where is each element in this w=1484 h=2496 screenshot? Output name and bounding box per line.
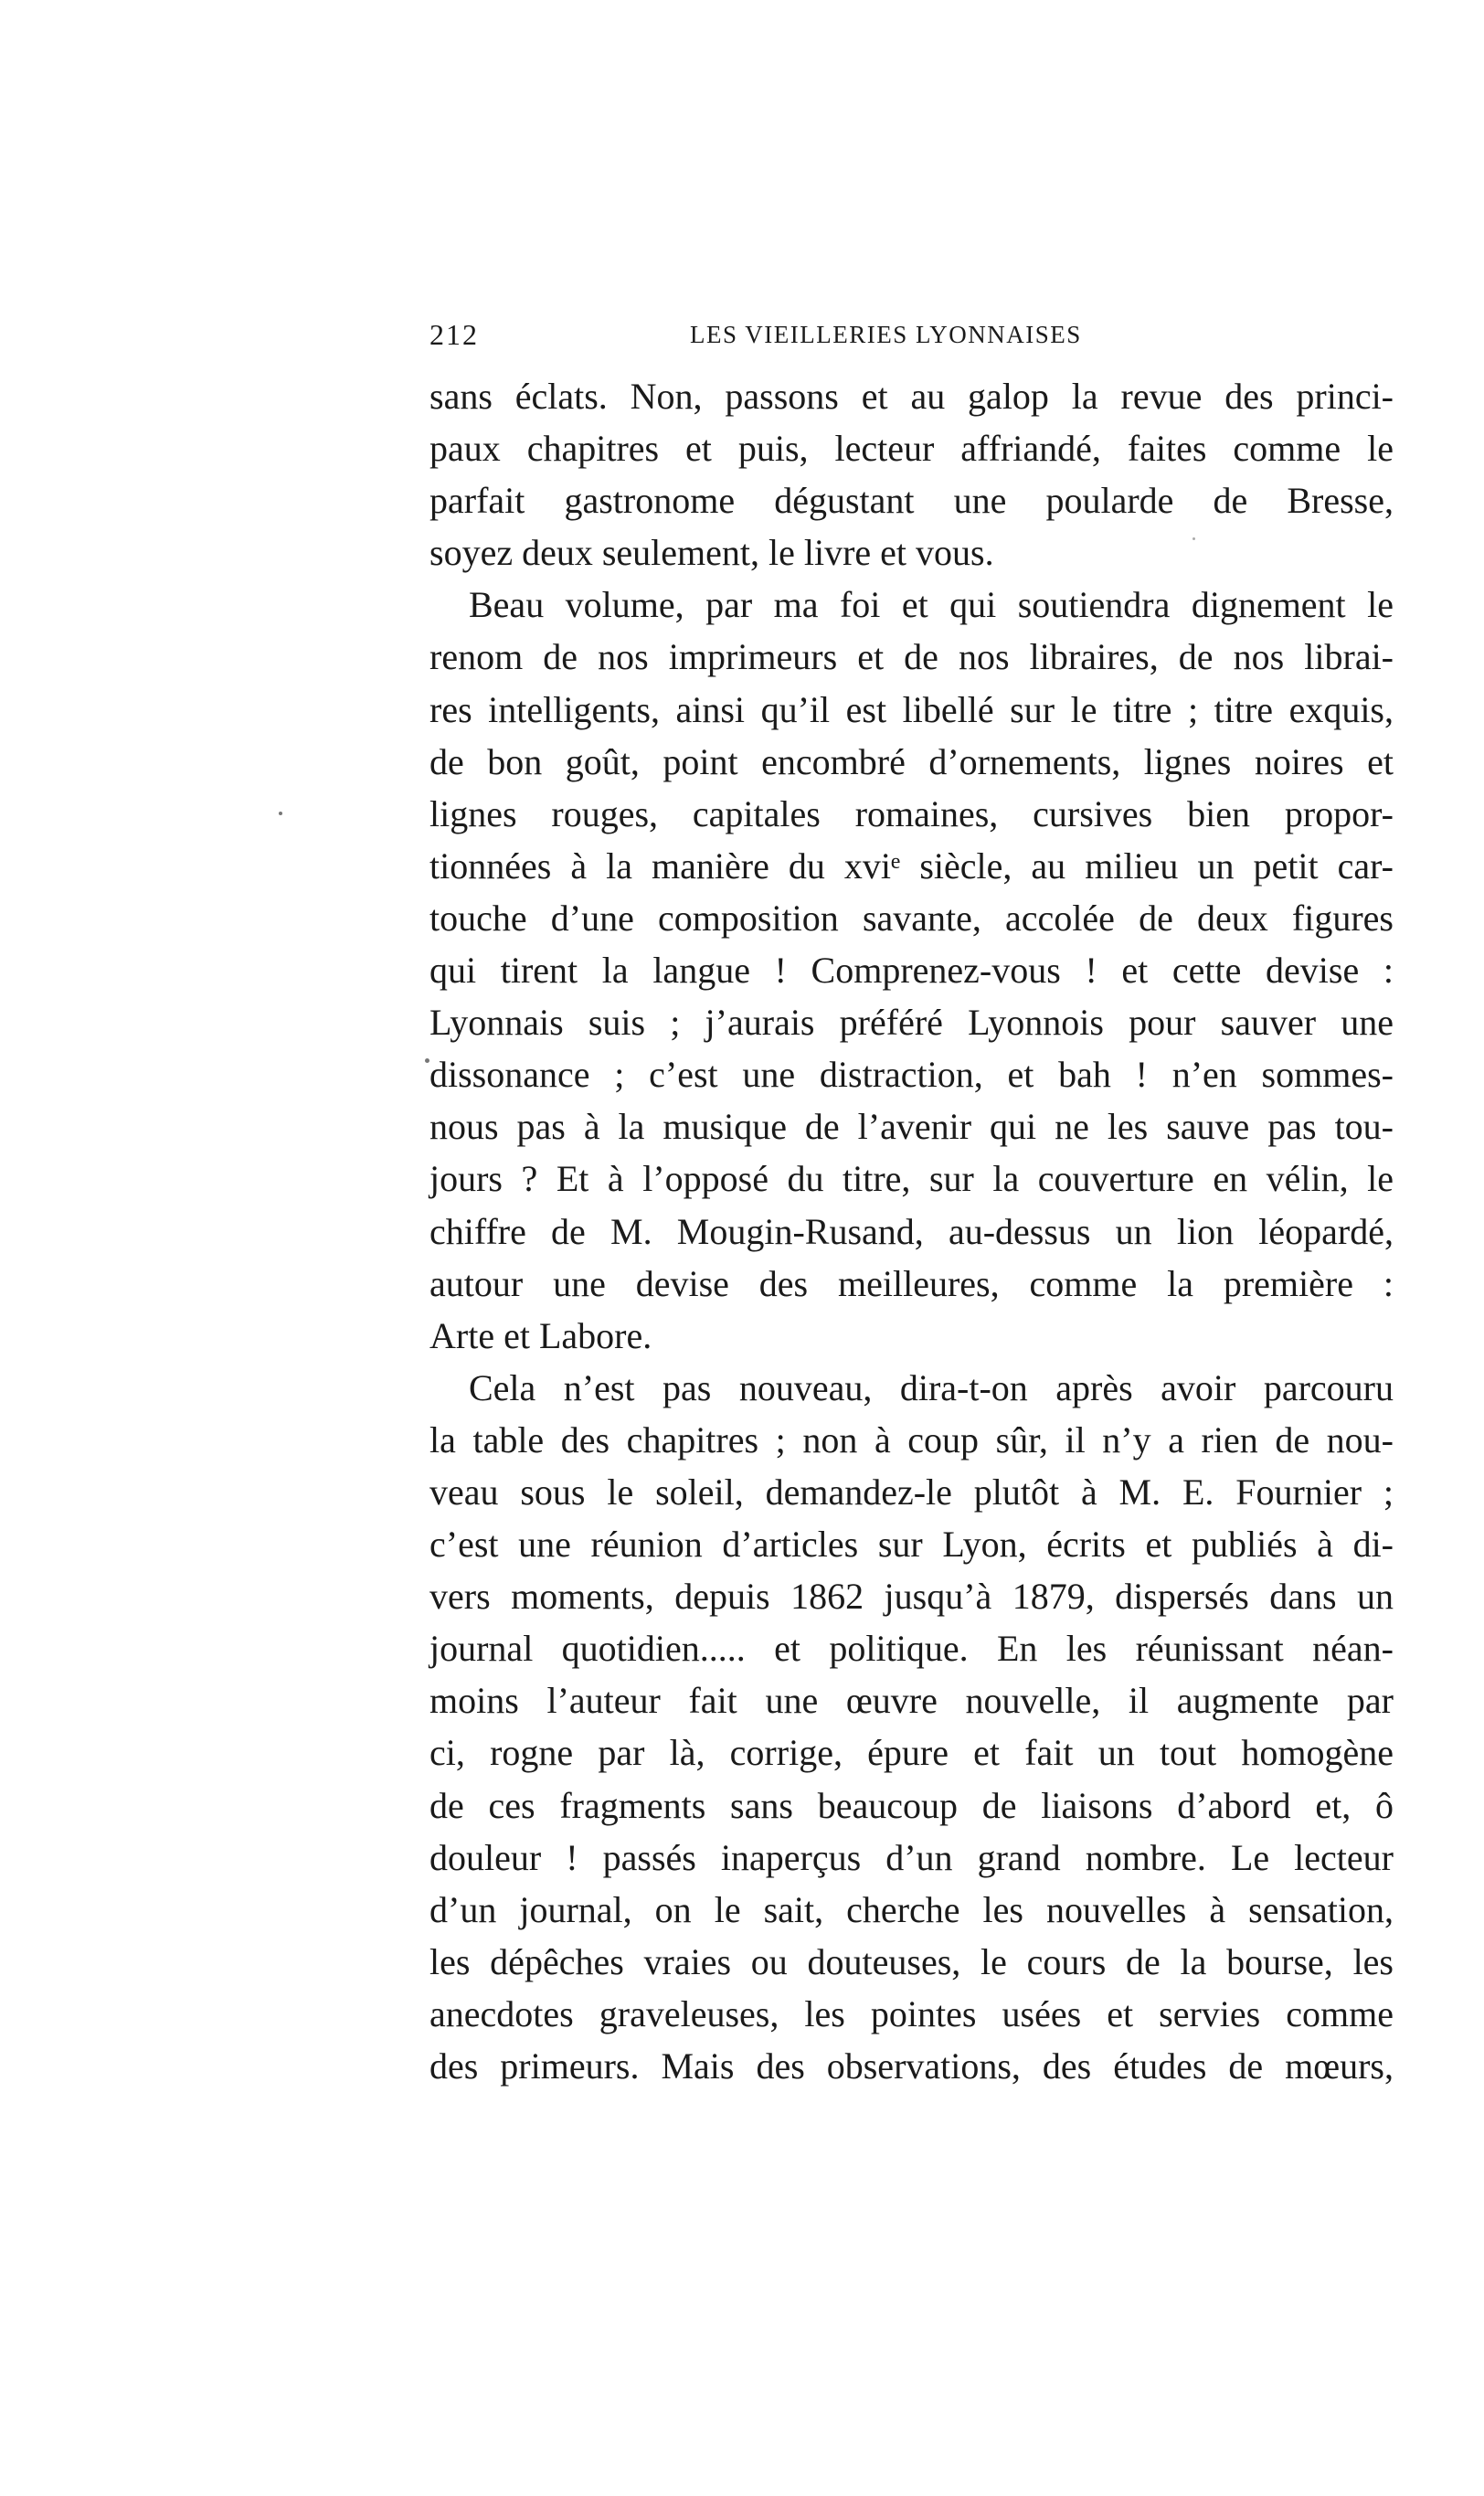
text-line: parfait gastronome dégustant une poularde de Bresse, [429, 480, 1394, 522]
body-text [429, 370, 1394, 2092]
text-line: paux chapitres et puis, lecteur affriandé, faites comme le [429, 428, 1394, 470]
text-line: qui tirent la langue ! Comprenez-vous ! et cette devise : [429, 950, 1394, 992]
paper-speck [1192, 537, 1195, 540]
text-line: anecdotes graveleuses, les pointes usées et servies comme [429, 1992, 1394, 2034]
text-line: touche d’une composition savante, accolée de deux figures [429, 897, 1394, 939]
text-line: moins l’auteur fait une œuvre nouvelle, il augmente par [429, 1680, 1394, 1722]
text-line: d’un journal, on le sait, cherche les nouvelles à sensation, [429, 1888, 1394, 1930]
text-line: Beau volume, par ma foi et qui soutiendra dignement le [469, 584, 1394, 626]
text-line: Arte et Labore. [429, 1314, 652, 1356]
text-line: tionnées à la manière du xviᵉ siècle, au milieu un petit car- [429, 844, 1394, 887]
text-line: ci, rogne par là, corrige, épure et fait un tout homogène [429, 1732, 1394, 1774]
text-line: veau sous le soleil, demandez-le plutôt à M. E. Fournier ; [429, 1471, 1394, 1513]
text-line: c’est une réunion d’articles sur Lyon, écrits et publiés à di- [429, 1524, 1394, 1566]
paper-speck [279, 812, 282, 815]
text-line: douleur ! passés inaperçus d’un grand nombre. Le lecteur [429, 1836, 1394, 1878]
text-line: nous pas à la musique de l’avenir qui ne les sauve pas tou- [429, 1106, 1394, 1148]
page-number: 212 [429, 318, 479, 351]
text-line: Cela n’est pas nouveau, dira-t-on après avoir parcouru [469, 1366, 1394, 1408]
text-line: sans éclats. Non, passons et au galop la revue des princi- [429, 376, 1394, 417]
text-line: Lyonnais suis ; j’aurais préféré Lyonnois pour sauver une [429, 1002, 1394, 1044]
text-line: des primeurs. Mais des observations, des études de mœurs, [429, 2045, 1394, 2087]
running-head [429, 318, 1394, 355]
running-title: LES VIEILLERIES LYONNAISES [690, 321, 1082, 348]
text-line: les dépêches vraies ou douteuses, le cours de la bourse, les [429, 1940, 1394, 1982]
text-line: res intelligents, ainsi qu’il est libellé sur le titre ; titre exquis, [429, 688, 1394, 730]
text-line: vers moments, depuis 1862 jusqu’à 1879, dispersés dans un [429, 1576, 1394, 1618]
text-line: dissonance ; c’est une distraction, et bah ! n’en sommes- [429, 1054, 1394, 1096]
text-line: la table des chapitres ; non à coup sûr, il n’y a rien de nou- [429, 1418, 1394, 1460]
text-line: soyez deux seulement, le livre et vous. [429, 532, 994, 574]
text-line: jours ? Et à l’opposé du titre, sur la couverture en vélin, le [429, 1158, 1394, 1200]
paper-speck [425, 1058, 429, 1063]
text-line: autour une devise des meilleures, comme la première : [429, 1262, 1394, 1304]
text-line: lignes rouges, capitales romaines, cursives bien propor- [429, 792, 1394, 834]
text-line: de bon goût, point encombré d’ornements, lignes noires et [429, 740, 1394, 782]
text-line: de ces fragments sans beaucoup de liaisons d’abord et, ô [429, 1784, 1394, 1826]
text-line: journal quotidien..... et politique. En les réunissant néan- [429, 1628, 1394, 1670]
text-line: chiffre de M. Mougin-Rusand, au-dessus un lion léopardé, [429, 1210, 1394, 1252]
text-line: renom de nos imprimeurs et de nos libraires, de nos librai- [429, 636, 1394, 678]
